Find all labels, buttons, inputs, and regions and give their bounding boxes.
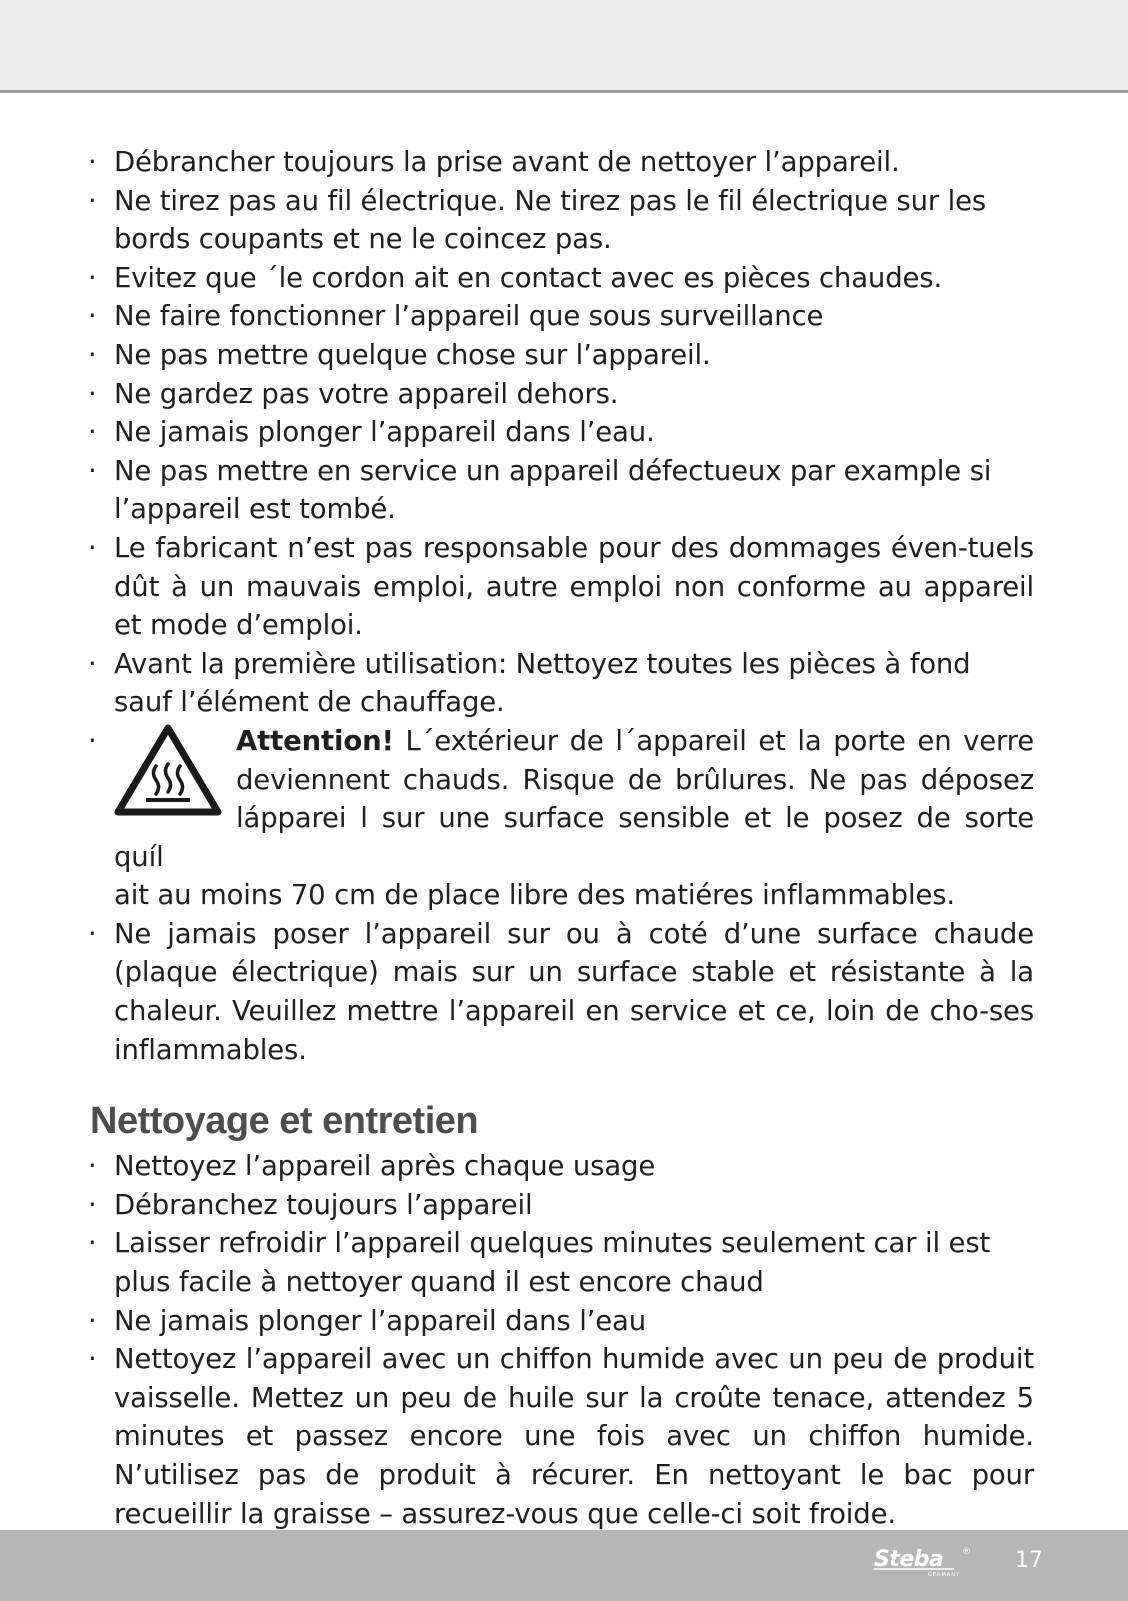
attention-label: Attention! [236, 724, 394, 757]
list-item: · Nettoyez l’appareil après chaque usage [88, 1147, 1034, 1186]
hot-surface-warning-icon [114, 724, 222, 818]
list-item: · Ne gardez pas votre appareil dehors. [88, 375, 1034, 414]
list-item: · Ne tirez pas au fil électrique. Ne tirez pas le fil électrique sur les bords coupants et ne le coincez pas. [88, 182, 1034, 259]
list-item: · Ne pas mettre quelque chose sur l’appareil. [88, 336, 1034, 375]
safety-instructions-list [88, 143, 1034, 1069]
attention-body: L´extérieur de l´appareil et la porte en verre deviennent chauds. Risque de brûlures. Ne pas déposez lápparei l sur une surface sensible et le posez de sorte quíl [114, 724, 1034, 873]
list-item: · Ne jamais plonger l’appareil dans l’eau [88, 1302, 1034, 1341]
list-item: · Evitez que ´le cordon ait en contact avec es pièces chaudes. [88, 259, 1034, 298]
cleaning-instructions-list [88, 1147, 1034, 1533]
brand-subtitle: GERMANY [928, 1572, 961, 1578]
list-item: · Nettoyez l’appareil avec un chiffon humide avec un peu de produit vaisselle. Mettez un peu de huile sur la croûte tenace, attendez 5 minutes et passez encore une fois avec un chiffon humide. N’utilisez pas de produit à récurer. En nettoyant le bac pour recueillir la graisse – assurez-vous que celle-ci soit froide. [88, 1340, 1034, 1533]
steba-logo [870, 1544, 980, 1578]
list-item: · Laisser refroidir l’appareil quelques minutes seulement car il est plus facile à nettoyer quand il est encore chaud [88, 1224, 1034, 1301]
list-item: · Ne pas mettre en service un appareil défectueux par example si l’appareil est tombé. [88, 452, 1034, 529]
list-item: · Ne jamais plonger l’appareil dans l’eau. [88, 413, 1034, 452]
section-title-cleaning: Nettoyage et entretien [90, 1100, 479, 1143]
list-item: · Avant la première utilisation: Nettoyez toutes les pièces à fond sauf l’élément de chauffage. [88, 645, 1034, 722]
brand-name: Steba [874, 1547, 944, 1572]
page-number: 17 [1015, 1548, 1043, 1573]
page-content [88, 143, 1034, 1533]
list-item: · Ne jamais poser l’appareil sur ou à coté d’une surface chaude (plaque électrique) mais sur un surface stable et résistante à la chaleur. Veuillez mettre l’appareil en service et ce, loin de cho-ses inflammables. [88, 915, 1034, 1069]
list-item: · Débranchez toujours l’appareil [88, 1186, 1034, 1225]
attention-item [88, 722, 1034, 915]
attention-text [114, 722, 1034, 876]
svg-text:®: ® [962, 1547, 971, 1557]
header-band [0, 0, 1128, 90]
list-item: · Débrancher toujours la prise avant de nettoyer l’appareil. [88, 143, 1034, 182]
footer-band [0, 1530, 1128, 1601]
list-item: · Ne faire fonctionner l’appareil que sous surveillance [88, 297, 1034, 336]
list-item: · Le fabricant n’est pas responsable pour des dommages éven-tuels dût à un mauvais emploi, autre emploi non conforme au appareil et mode d’emploi. [88, 529, 1034, 645]
header-rule [0, 90, 1128, 93]
attention-continuation: ait au moins 70 cm de place libre des matiéres inflammables. [114, 879, 955, 912]
